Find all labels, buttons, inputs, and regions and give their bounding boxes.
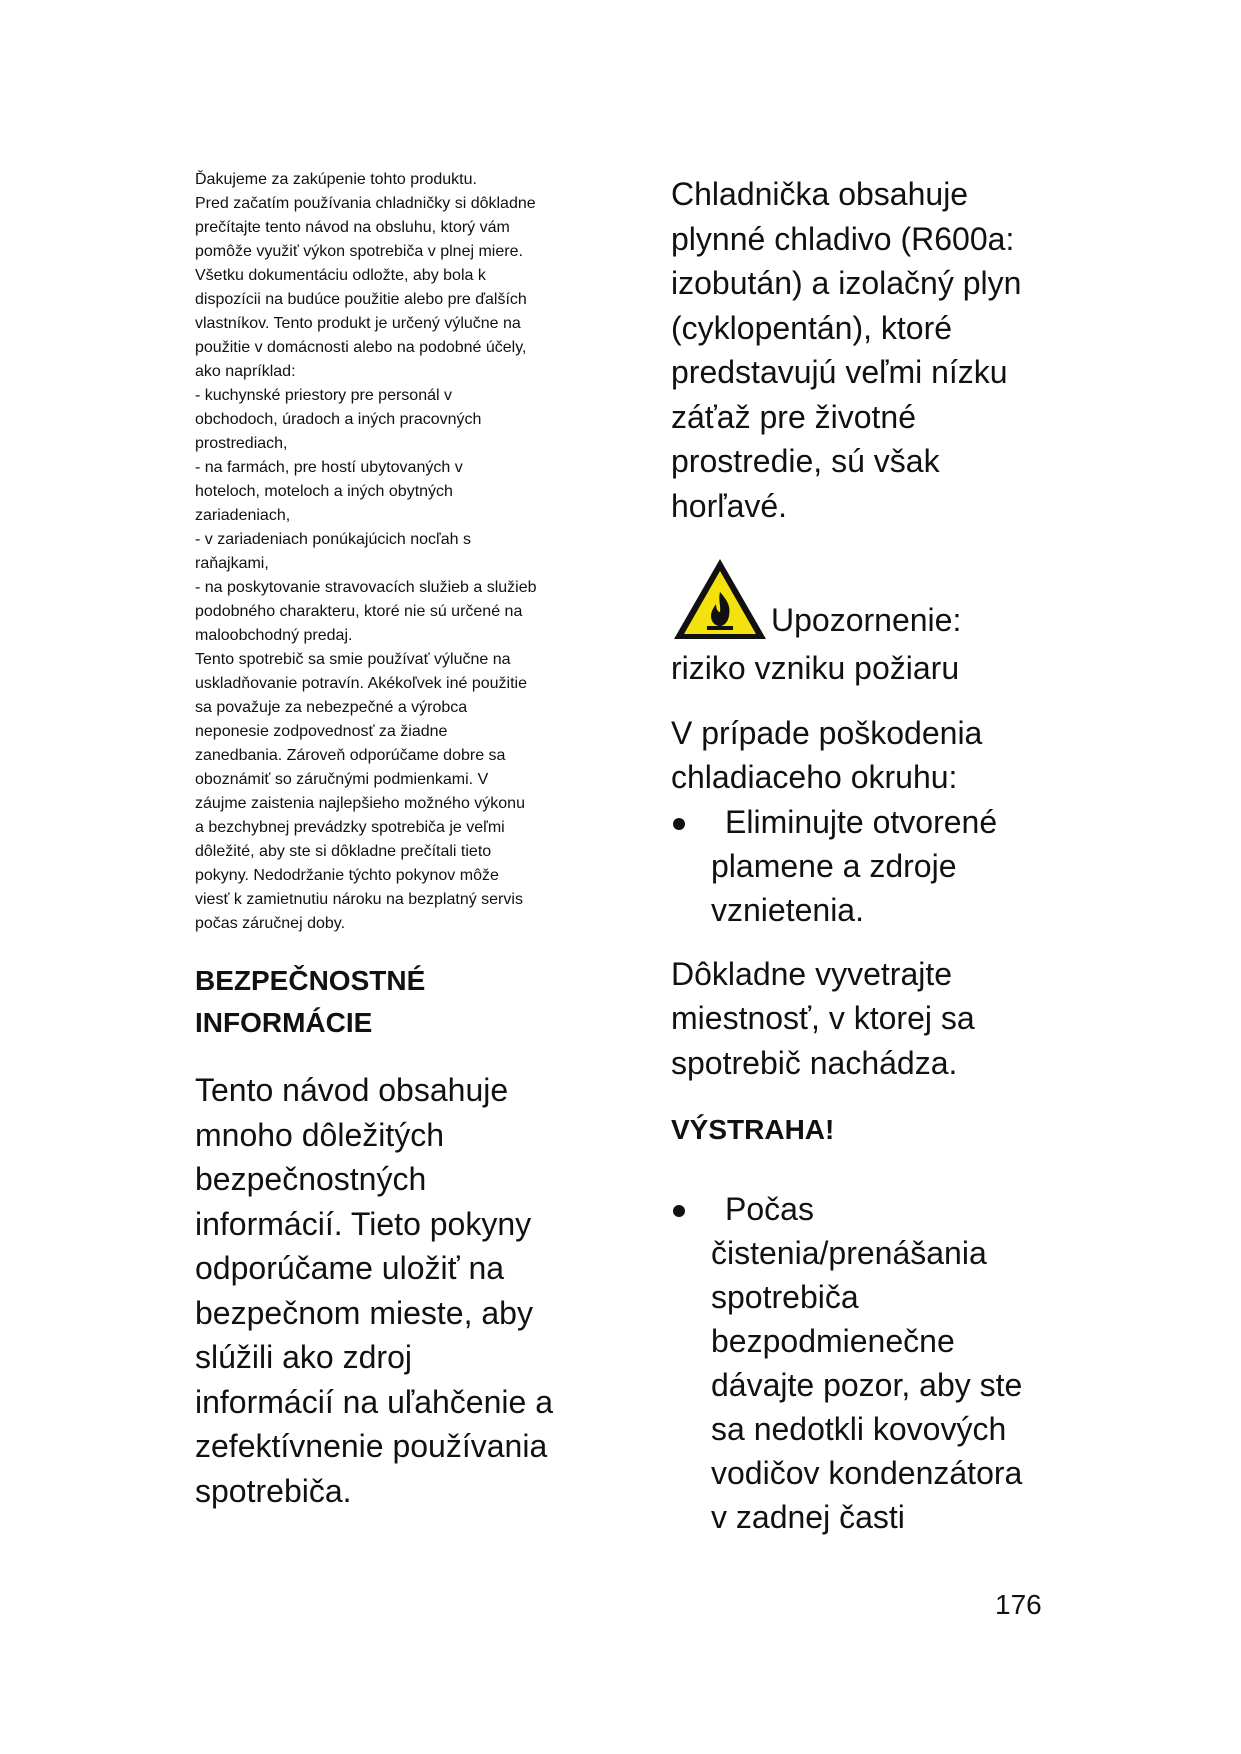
refrigerant-line: plynné chladivo (R600a: [671,220,1015,257]
bullet-icon [673,818,685,830]
warning-title: Upozornenie: [771,602,962,638]
intro-line: - na farmách, pre hostí ubytovaných v [195,459,463,476]
warning-row [671,556,1091,646]
bullet-line: v zadnej časti [711,1499,905,1535]
safety-line: informácií na uľahčenie a [195,1383,553,1420]
damage-line: chladiaceho okruhu: [671,759,958,795]
safety-heading-line: INFORMÁCIE [195,1007,373,1038]
intro-line: pokyny. Nedodržanie týchto pokynov môže [195,867,499,884]
safety-line: zefektívnenie používania [195,1428,548,1464]
intro-line: - v zariadeniach ponúkajúcich nocľah s [195,531,471,548]
intro-line: a bezchybnej prevádzky spotrebiča je veľmi [195,819,505,836]
bullet-line: dávajte pozor, aby ste [711,1367,1023,1403]
safety-line: bezpečnostných [195,1161,427,1197]
intro-line: zanedbania. Zároveň odporúčame dobre sa [195,747,506,764]
safety-line: informácií. Tieto pokyny [195,1205,532,1242]
intro-line: hoteloch, moteloch a iných obytných [195,483,453,500]
refrigerant-line: predstavujú veľmi nízku [671,354,1008,390]
refrigerant-line: záťaž pre životné [671,398,917,435]
intro-line: pomôže využiť výkon spotrebiča v plnej miere. [195,243,523,260]
flammable-warning-icon [671,556,769,642]
bullet-line: Počas [725,1191,814,1227]
safety-line: slúžili ako zdroj [195,1339,412,1375]
bullet-icon [673,1205,685,1217]
refrigerant-paragraph [671,172,1091,528]
bullet-line: spotrebiča [711,1279,859,1315]
intro-line: prečítajte tento návod na obsluhu, ktorý vám [195,219,510,236]
ventilate-line: Dôkladne vyvetrajte [671,955,953,992]
intro-line: oboznámiť so záručnými podmienkami. V [195,771,489,788]
refrigerant-line: prostredie, sú však [671,443,940,479]
intro-line: - na poskytovanie stravovacích služieb a služieb [195,579,537,596]
refrigerant-line: horľavé. [671,487,788,524]
page-number: 176 [995,1589,1042,1620]
intro-line: neponesie zodpovednosť za žiadne [195,723,448,740]
bullet-line: vodičov kondenzátora [711,1455,1023,1491]
intro-line: použitie v domácnosti alebo na podobné účely, [195,339,527,356]
refrigerant-line: Chladnička obsahuje [671,176,969,212]
bullet-line: plamene a zdroje [711,847,957,884]
warning-heading: VÝSTRAHA! [671,1114,835,1145]
intro-line: záujme zaistenia najlepšieho možného výkonu [195,795,525,812]
intro-line: Pred začatím používania chladničky si dôkladne [195,195,536,212]
bullet-cleaning-caution [671,1187,1091,1539]
right-column [671,172,1091,1539]
damage-paragraph [671,711,1091,800]
warning-subtitle: riziko vzniku požiaru [671,650,960,686]
intro-line: uskladňovanie potravín. Akékoľvek iné použitie [195,675,527,692]
intro-line: Všetku dokumentáciu odložte, aby bola k [195,267,486,284]
intro-line: obchodoch, úradoch a iných pracovných [195,411,482,428]
bullet-line: čistenia/prenášania [711,1235,987,1271]
intro-line: počas záručnej doby. [195,915,346,932]
intro-line: sa považuje za nebezpečné a výrobca [195,699,468,716]
safety-heading [195,960,595,1044]
intro-line: prostrediach, [195,435,288,452]
refrigerant-line: izobután) a izolačný plyn [671,265,1022,301]
safety-line: spotrebiča. [195,1472,352,1509]
intro-line: vlastníkov. Tento produkt je určený výlučne na [195,315,521,332]
intro-paragraph [195,168,595,936]
damage-line: V prípade poškodenia [671,714,983,751]
intro-line: ako napríklad: [195,363,296,380]
intro-line: - kuchynské priestory pre personál v [195,387,452,404]
refrigerant-line: (cyklopentán), ktoré [671,309,953,346]
intro-line: dispozícii na budúce použitie alebo pre ďalších [195,291,527,308]
bullet-line: bezpodmienečne [711,1323,955,1359]
safety-line: odporúčame uložiť na [195,1250,505,1286]
safety-line: mnoho dôležitých [195,1116,445,1153]
ventilate-line: miestnosť, v ktorej sa [671,1000,975,1036]
intro-line: raňajkami, [195,555,269,572]
safety-line: bezpečnom mieste, aby [195,1294,533,1331]
bullet-line: sa nedotkli kovových [711,1411,1007,1447]
ventilate-paragraph [671,952,1091,1086]
left-column [195,168,595,1513]
intro-line: viesť k zamietnutiu nároku na bezplatný servis [195,891,523,908]
ventilate-line: spotrebič nachádza. [671,1044,958,1081]
intro-line: podobného charakteru, ktoré nie sú určené na [195,603,523,620]
bullet-line: Eliminujte otvorené [725,803,998,840]
safety-line: Tento návod obsahuje [195,1072,509,1108]
bullet-line: vznietenia. [711,891,864,928]
safety-heading-line: BEZPEČNOSTNÉ [195,965,426,996]
intro-line: Tento spotrebič sa smie používať výlučne na [195,651,511,668]
intro-line: Ďakujeme za zakúpenie tohto produktu. [195,171,477,188]
bullet-eliminate-flames [671,800,1091,932]
intro-line: zariadeniach, [195,507,291,524]
intro-line: dôležité, aby ste si dôkladne prečítali tieto [195,843,492,860]
safety-paragraph [195,1068,595,1513]
intro-line: maloobchodný predaj. [195,627,353,644]
